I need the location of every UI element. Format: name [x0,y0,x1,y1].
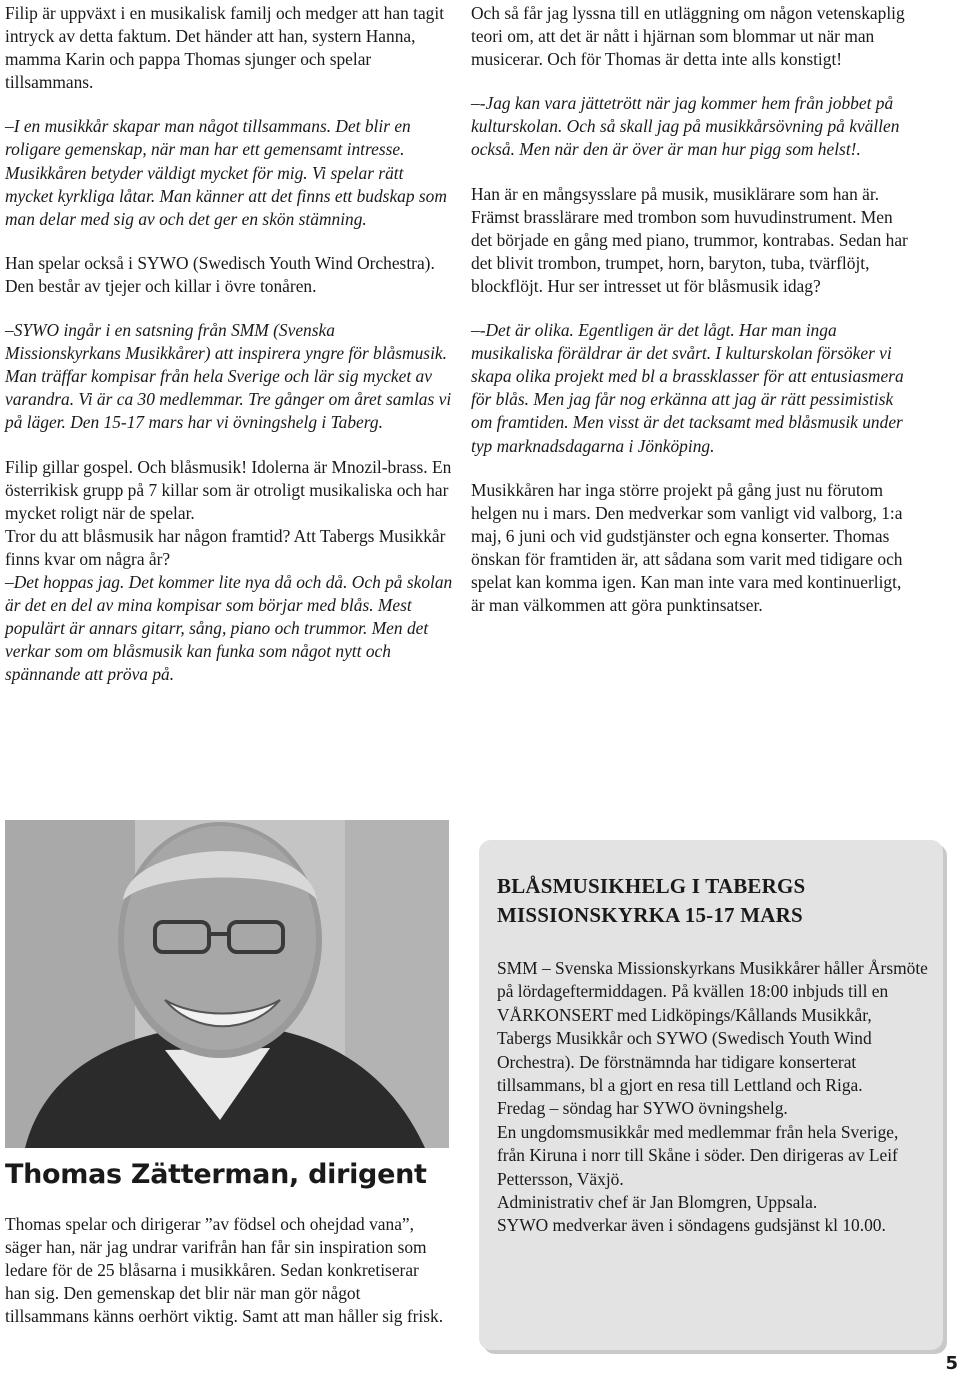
photo-caption-title: Thomas Zätterman, dirigent [5,1159,427,1190]
event-box-title [497,872,927,930]
quote-paragraph: –I en musikkår skapar man något tillsammans. Det blir en roligare gemenskap, när man har ett gemensamt intresse. Musikkåren betyder väldigt mycket för mig. Vi spelar rätt mycket kyrkliga låtar. Man känner att det finns ett budskap som man delar med sig av och det ger en skön stämning. [5,116,447,229]
paragraph: Filip gillar gospel. Och blåsmusik! Idolerna är Mnozil-brass. En österrikisk grupp på 7 killar som är otroligt musikaliska och har mycket roligt när de spelar. [5,456,452,523]
quote-paragraph: –SYWO ingår i en satsning från SMM (Svenska Missionskyrkans Musikkårer) att inspirera yngre för blåsmusik. Man träffar kompisar från hela Sverige och lär sig mycket av varandra. Vi är ca 30 medlemmar. Tre gånger om året samlas vi på läger. Den 15-17 mars har vi övningshelg i Taberg. [5,320,452,433]
event-box-title-line2: MISSIONSKYRKA 15-17 MARS [497,903,803,927]
event-box-paragraph: Fredag – söndag har SYWO övningshelg. [497,1098,788,1119]
paragraph: Han spelar också i SYWO (Swedisch Youth Wind Orchestra). Den består av tjejer och killar i övre tonåren. [5,252,435,296]
event-box-paragraph: Administrativ chef är Jan Blomgren, Uppsala. [497,1192,818,1213]
paragraph: Och så får jag lyssna till en utläggning om någon vetenskaplig teori om, att det är nått i hjärnan som blommar ut när man musicerar. Och för Thomas är detta inte alls konstigt! [471,3,905,70]
event-info-box [479,840,943,1350]
page-number: 5 [945,1353,958,1374]
event-box-body [497,957,929,1238]
event-box-paragraph: SMM – Svenska Missionskyrkans Musikkårer håller Årsmöte på lördageftermiddagen. På kvällen 18:00 inbjuds till en VÅRKONSERT med Lidköpings/Kållands Musikkår, Tabergs Musikkår och SYWO (Swedisch Youth Wind Orchestra). De förstnämnda har tidigare konserterat tillsammans, bl a gjort en resa till Lettland och Riga. [497,958,928,1096]
portrait-illustration [5,820,449,1148]
photo-caption-text: Thomas spelar och dirigerar ”av födsel och ohejdad vana”, säger han, när jag undrar varifrån han får sin inspiration som ledare för de 25 blåsarna i musikkåren. Sedan konkretiserar han sig. Den gemenskap det blir när man gör något tillsammans känns oerhört viktig. Samt att man håller sig frisk. [5,1214,444,1327]
quote-paragraph: –-Det är olika. Egentligen är det lågt. Har man inga musikaliska föräldrar är det svårt. I kulturskolan försöker vi skapa olika projekt med bl a brassklasser för att entusiasmera för blås. Men jag får nog erkänna att jag är rätt pessimistisk om framtiden. Men visst är det tacksamt med blåsmusik under typ marknadsdagarna i Jönköping. [471,320,904,456]
question-paragraph: Tror du att blåsmusik har någon framtid? Att Tabergs Musikkår finns kvar om några år? [5,525,446,569]
event-box-paragraph: En ungdomsmusikkår med medlemmar från hela Sverige, från Kiruna i norr till Skåne i söder. Den dirigeras av Leif Pettersson, Växjö. [497,1121,899,1189]
event-box-paragraph: SYWO medverkar även i söndagens gudsjänst kl 10.00. [497,1215,886,1236]
quote-paragraph: –-Jag kan vara jättetrött när jag kommer hem från jobbet på kulturskolan. Och så skall jag på musikkårsövning på kvällen också. Men när den är över är man hur pigg som helst!. [471,93,900,160]
paragraph: Han är en mångsysslare på musik, musiklärare som han är. Främst brasslärare med trombon som huvudinstrument. Men det började en gång med piano, trummor, kontrabas. Sedan har det blivit trombon, trumpet, horn, baryton, tuba, tvärflöjt, blockflöjt. Hur ser intresset ut för blåsmusik idag? [471,183,908,296]
left-article-column [5,2,453,686]
paragraph: Musikkåren har inga större projekt på gång just nu förutom helgen nu i mars. Den medverkar som vanligt vid valborg, 1:a maj, 6 juni och vid gudstjänster och egna konserter. Thomas önskan för framtiden är, att sådana som varit med tidigare och spelat kan komma igen. Kan man inte vara med kontinuerligt, är man välkommen att göra punktinsatser. [471,479,903,616]
paragraph: Filip är uppväxt i en musikalisk familj och medger att han tagit intryck av detta faktum. Det händer att han, systern Hanna, mamma Karin och pappa Thomas sjunger och spelar tillsammans. [5,3,445,93]
portrait-photo [5,820,449,1148]
event-box-title-line1: BLÅSMUSIKHELG I TABERGS [497,874,806,898]
right-article-column [471,2,917,638]
quote-paragraph: –Det hoppas jag. Det kommer lite nya då och då. Och på skolan är det en del av mina kompisar som börjar med blås. Mest populärt är annars gitarr, sång, piano och trummor. Men det verkar som om blåsmusik kan funka som något nytt och spännande att pröva på. [5,571,453,685]
